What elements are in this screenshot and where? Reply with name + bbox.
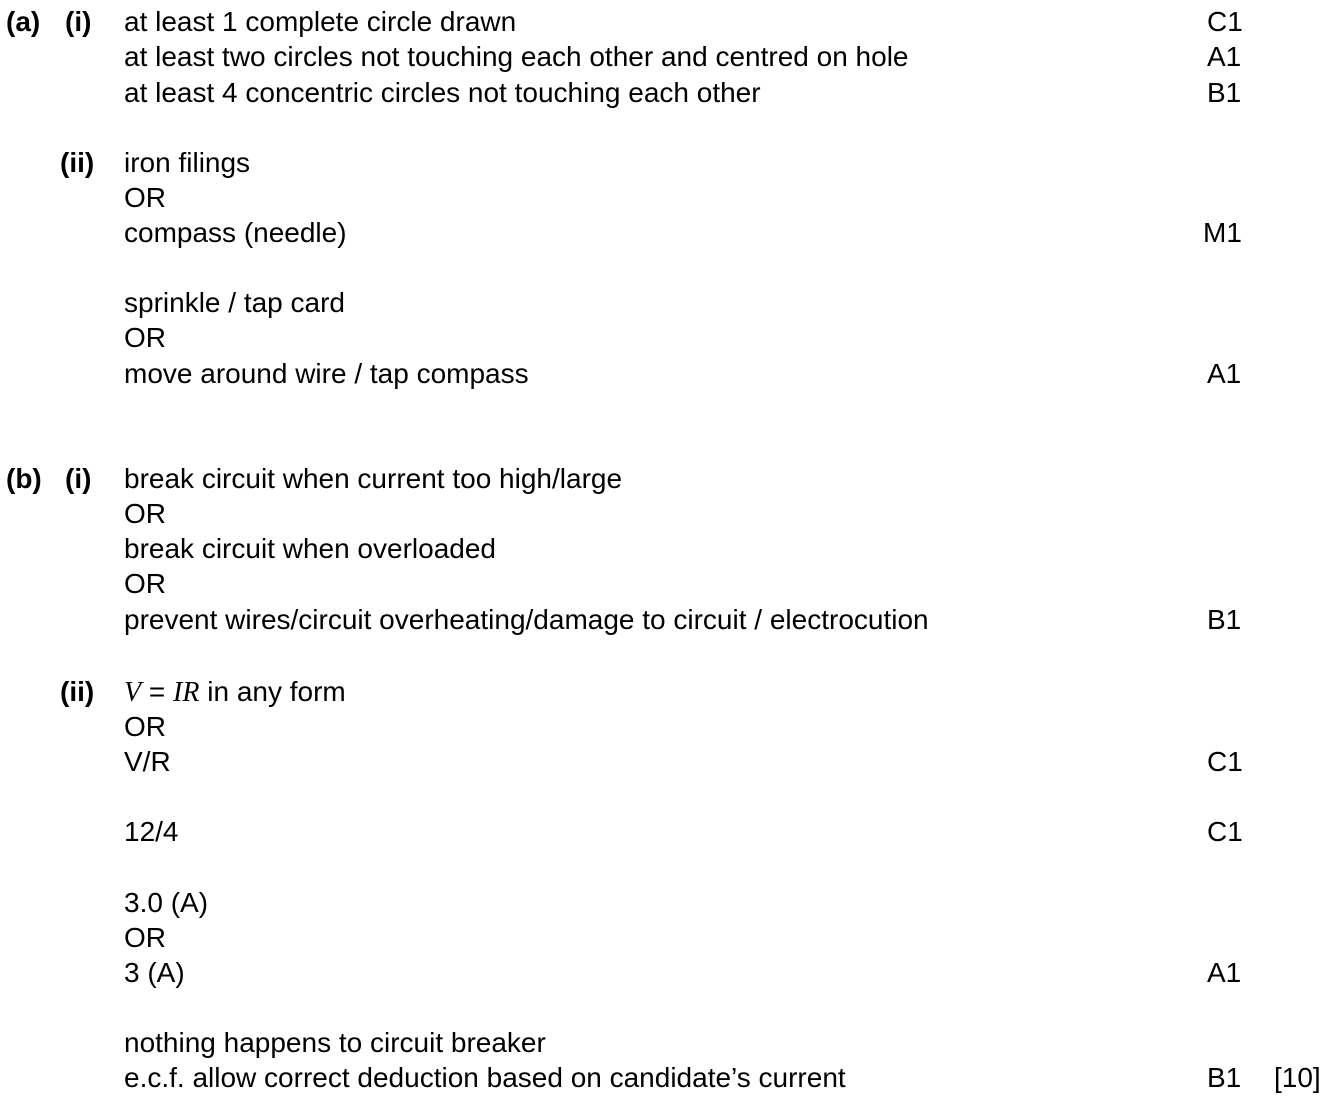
mark-code: B1 [1207, 77, 1242, 108]
answer-line: 3 (A) [124, 957, 185, 988]
answer-line: prevent wires/circuit overheating/damage to circuit / electrocution [124, 604, 929, 635]
answer-line: OR [124, 322, 166, 353]
part-b-label: (b) [6, 463, 42, 494]
part-b-i-label: (i) [65, 463, 92, 494]
formula-equals: = [141, 676, 174, 707]
mark-code: A1 [1207, 957, 1242, 988]
mark-code: C1 [1207, 6, 1243, 37]
formula-line [124, 676, 346, 709]
mark-code: C1 [1207, 816, 1243, 847]
answer-line: 12/4 [124, 816, 179, 847]
answer-line: 3.0 (A) [124, 887, 209, 918]
mark-code: C1 [1207, 746, 1243, 777]
answer-line: V/R [124, 746, 171, 777]
part-a-i-label: (i) [65, 6, 92, 37]
part-a-ii-label: (ii) [60, 147, 95, 178]
answer-line: iron filings [124, 147, 251, 178]
mark-code: A1 [1207, 358, 1242, 389]
answer-line: move around wire / tap compass [124, 358, 529, 389]
mark-code: B1 [1207, 1062, 1242, 1093]
answer-line: nothing happens to circuit breaker [124, 1027, 546, 1058]
answer-line: OR [124, 711, 166, 742]
part-a-label: (a) [6, 6, 41, 37]
answer-line: break circuit when current too high/large [124, 463, 623, 494]
mark-code: M1 [1203, 217, 1242, 248]
answer-line: at least 1 complete circle drawn [124, 6, 517, 37]
mark-code: A1 [1207, 41, 1242, 72]
answer-line: OR [124, 498, 166, 529]
answer-line: compass (needle) [124, 217, 347, 248]
answer-line: OR [124, 182, 166, 213]
answer-line: at least 4 concentric circles not touching each other [124, 77, 761, 108]
answer-line: sprinkle / tap card [124, 287, 345, 318]
total-marks: [10] [1274, 1062, 1321, 1093]
answer-line: OR [124, 568, 166, 599]
answer-line: at least two circles not touching each other and centred on hole [124, 41, 909, 72]
answer-line: e.c.f. allow correct deduction based on candidate’s current [124, 1062, 846, 1093]
formula-ir: IR [173, 677, 200, 708]
mark-code: B1 [1207, 604, 1242, 635]
answer-line: break circuit when overloaded [124, 533, 496, 564]
answer-line: OR [124, 922, 166, 953]
part-b-ii-label: (ii) [60, 676, 95, 707]
formula-v: V [124, 677, 142, 708]
formula-rest: in any form [199, 676, 346, 707]
